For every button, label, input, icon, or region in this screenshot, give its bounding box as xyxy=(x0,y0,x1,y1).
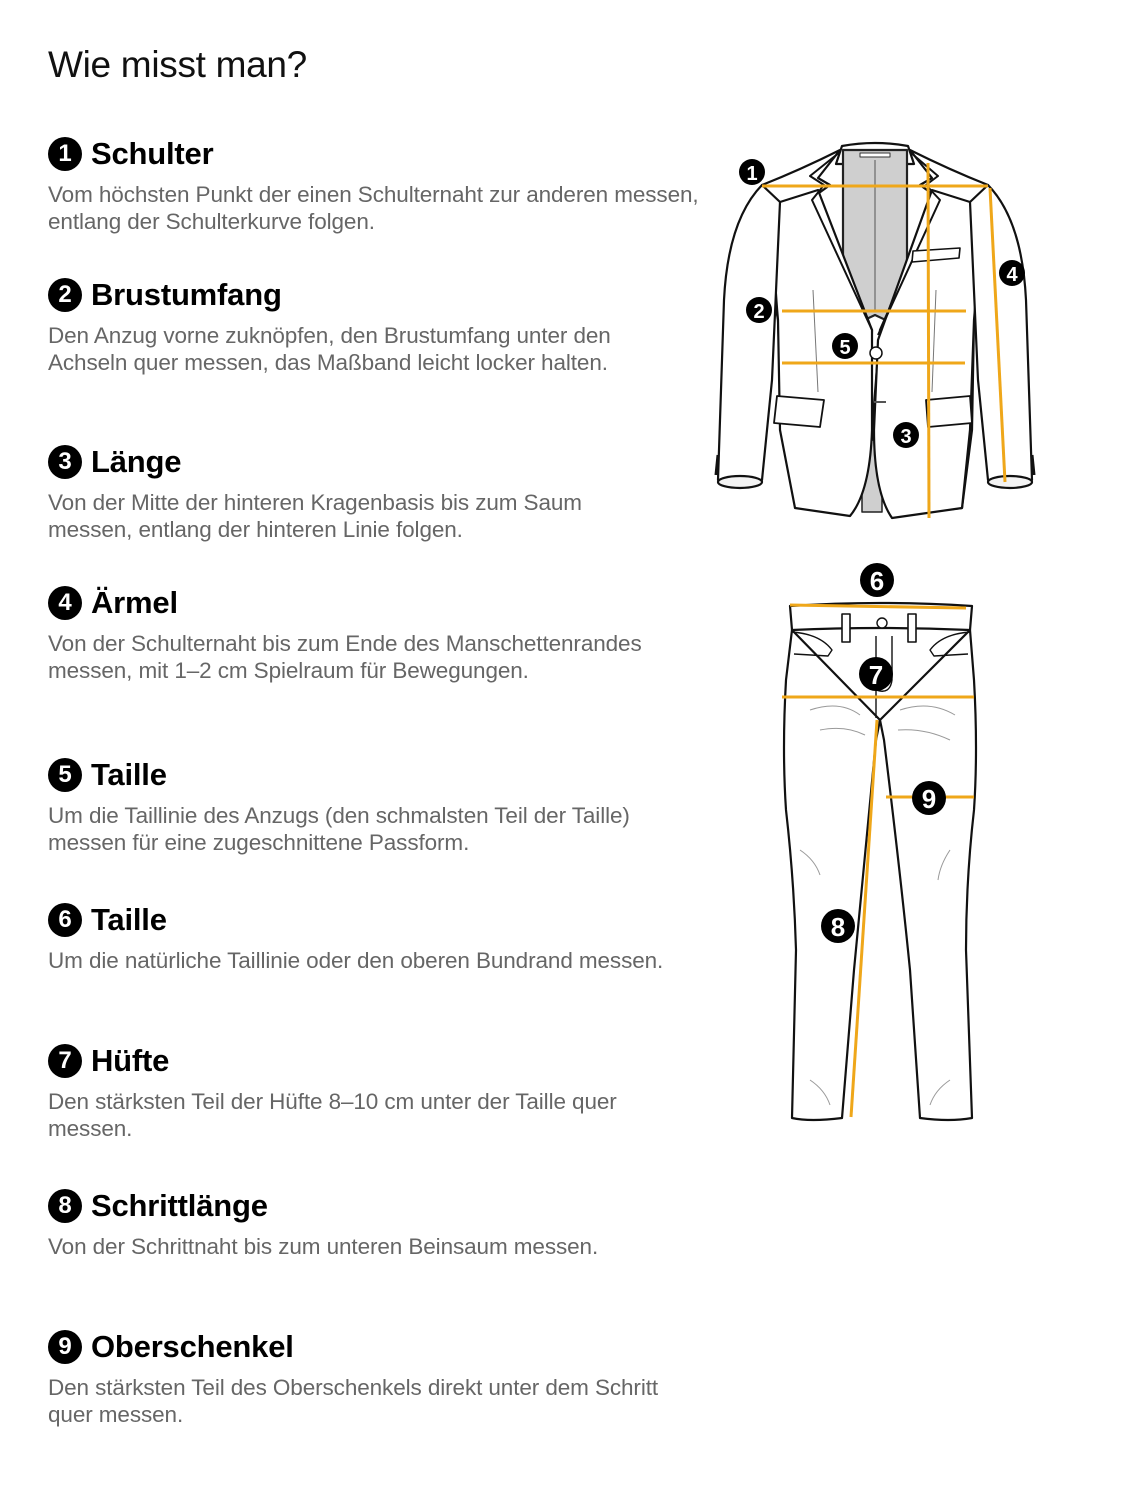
section-title: Taille xyxy=(91,757,167,792)
section-description: Von der Mitte der hinteren Kragenbasis bis zum Saum messen, entlang der hinteren Linie folgen. xyxy=(48,490,582,542)
section-hip xyxy=(48,1041,678,1142)
section-title: Hüfte xyxy=(91,1043,170,1078)
svg-text:1: 1 xyxy=(746,163,758,185)
marker-5 xyxy=(832,333,858,359)
section-title: Schrittlänge xyxy=(91,1188,268,1223)
jacket-outline xyxy=(716,143,1034,518)
section-inseam xyxy=(48,1186,628,1260)
section-title: Schulter xyxy=(91,136,214,171)
svg-text:7: 7 xyxy=(868,660,884,690)
marker-2 xyxy=(746,297,772,323)
section-thigh xyxy=(48,1327,708,1428)
svg-text:4: 4 xyxy=(1006,264,1018,286)
section-description: Den stärksten Teil der Hüfte 8–10 cm unter der Taille quer messen. xyxy=(48,1089,617,1141)
number-badge-4: 4 xyxy=(48,586,82,620)
svg-text:5: 5 xyxy=(839,337,851,359)
section-trouser-waist xyxy=(48,900,688,974)
number-badge-9: 9 xyxy=(48,1330,82,1364)
number-badge-5: 5 xyxy=(48,758,82,792)
marker-4 xyxy=(999,260,1025,286)
number-badge-2: 2 xyxy=(48,278,82,312)
marker-1 xyxy=(739,159,765,185)
marker-3 xyxy=(893,422,919,448)
section-length xyxy=(48,442,628,543)
section-description: Den stärksten Teil des Oberschenkels direkt unter dem Schritt quer messen. xyxy=(48,1375,659,1427)
marker-6 xyxy=(860,563,894,597)
section-sleeve xyxy=(48,583,658,684)
marker-8 xyxy=(821,909,855,943)
page-title: Wie misst man? xyxy=(48,44,307,85)
svg-text:2: 2 xyxy=(753,301,765,323)
section-description: Von der Schrittnaht bis zum unteren Beinsaum messen. xyxy=(48,1234,599,1259)
section-description: Vom höchsten Punkt der einen Schulternaht zur anderen messen, entlang der Schulterkurve folgen. xyxy=(48,182,699,234)
marker-7 xyxy=(859,657,893,691)
section-chest xyxy=(48,275,688,376)
section-shoulder xyxy=(48,134,718,235)
measure-length-line xyxy=(928,163,929,518)
section-jacket-waist xyxy=(48,755,678,856)
section-description: Um die Taillinie des Anzugs (den schmalsten Teil der Taille) messen für eine zugeschnittene Passform. xyxy=(48,803,630,855)
section-title: Länge xyxy=(91,444,182,479)
section-title: Taille xyxy=(91,902,167,937)
section-description: Um die natürliche Taillinie oder den oberen Bundrand messen. xyxy=(48,948,664,973)
number-badge-6: 6 xyxy=(48,903,82,937)
section-description: Von der Schulternaht bis zum Ende des Manschettenrandes messen, mit 1–2 cm Spielraum für Bewegungen. xyxy=(48,631,642,683)
svg-text:3: 3 xyxy=(900,426,912,448)
section-title: Oberschenkel xyxy=(91,1329,294,1364)
number-badge-7: 7 xyxy=(48,1044,82,1078)
number-badge-3: 3 xyxy=(48,445,82,479)
jacket-illustration xyxy=(700,130,1050,530)
svg-text:9: 9 xyxy=(921,784,937,814)
marker-9 xyxy=(912,781,946,815)
svg-text:8: 8 xyxy=(830,912,846,942)
number-badge-8: 8 xyxy=(48,1189,82,1223)
section-title: Brustumfang xyxy=(91,277,282,312)
section-title: Ärmel xyxy=(91,585,178,620)
section-description: Den Anzug vorne zuknöpfen, den Brustumfang unter den Achseln quer messen, das Maßband leicht locker halten. xyxy=(48,323,611,375)
svg-text:6: 6 xyxy=(869,566,885,596)
number-badge-1: 1 xyxy=(48,137,82,171)
trousers-illustration xyxy=(760,550,1000,1130)
